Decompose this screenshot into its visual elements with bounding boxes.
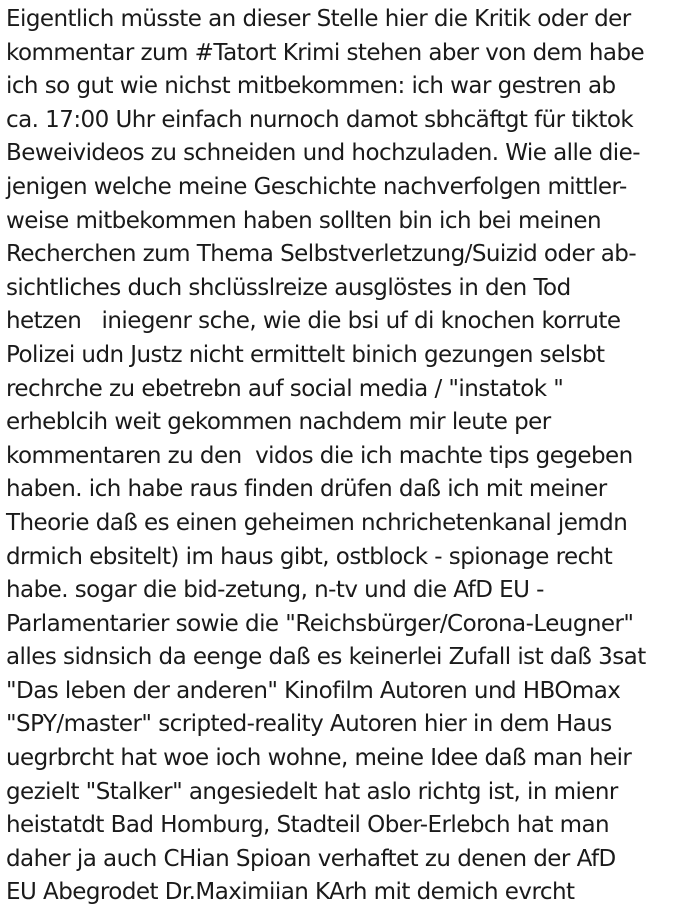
- text-line: Recherchen zum Thema Selbstverletzung/Suizid oder ab-: [6, 241, 637, 268]
- text-line: jenigen welche meine Geschichte nachverfolgen mittler-: [6, 173, 627, 200]
- text-line: Theorie daß es einen geheimen nchrichetenkanal jemdn: [6, 509, 628, 536]
- text-line: "Das leben der anderen" Kinofilm Autoren und HBOmax: [6, 677, 621, 704]
- text-line: kommentar zum #Tatort Krimi stehen aber von dem habe: [6, 39, 645, 66]
- text-line: kommentaren zu den vidos die ich machte tips gegeben: [6, 442, 633, 469]
- text-line: "SPY/master" scripted-reality Autoren hier in dem Haus: [6, 711, 612, 738]
- text-line: erheblcih weit gekommen nachdem mir leute per: [6, 409, 551, 436]
- text-line: rechrche zu ebetrebn auf social media / "instatok ": [6, 375, 564, 402]
- text-line: alles sidnsich da eenge daß es keinerlei Zufall ist daß 3sat: [6, 644, 646, 671]
- text-line: daher ja auch CHian Spioan verhaftet zu denen der AfD: [6, 845, 616, 872]
- text-line: habe. sogar die bid-zetung, n-tv und die AfD EU -: [6, 577, 544, 604]
- document-text: [6, 3, 682, 910]
- text-line: EU Abegrodet Dr.Maximiian KArh mit demich evrcht: [6, 879, 575, 906]
- text-line: heistatdt Bad Homburg, Stadteil Ober-Erlebch hat man: [6, 812, 610, 839]
- text-line: sichtliches duch shclüsslreize ausglöstes in den Tod: [6, 274, 571, 301]
- text-line: Parlamentarier sowie die "Reichsbürger/Corona-Leugner": [6, 610, 634, 637]
- text-line: Eigentlich müsste an dieser Stelle hier die Kritik oder der: [6, 6, 631, 32]
- text-line: Polizei udn Justz nicht ermittelt binich gezungen selsbt: [6, 341, 605, 368]
- text-line: ca. 17:00 Uhr einfach nurnoch damot sbhcäftgt für tiktok: [6, 106, 634, 133]
- text-line: ich so gut wie nichst mitbekommen: ich war gestren ab: [6, 73, 616, 100]
- text-line: drmich ebsitelt) im haus gibt, ostblock - spionage recht: [6, 543, 613, 570]
- text-line: Beweivideos zu schneiden und hochzuladen. Wie alle die-: [6, 140, 640, 167]
- text-line: gezielt "Stalker" angesiedelt hat aslo richtg ist, in mienr: [6, 778, 618, 805]
- text-line: haben. ich habe raus finden drüfen daß ich mit meiner: [6, 476, 607, 503]
- text-line: uegrbrcht hat woe ioch wohne, meine Idee daß man heir: [6, 745, 632, 772]
- text-line: hetzen iniegenr sche, wie die bsi uf di knochen korrute: [6, 308, 621, 335]
- text-line: weise mitbekommen haben sollten bin ich bei meinen: [6, 207, 601, 234]
